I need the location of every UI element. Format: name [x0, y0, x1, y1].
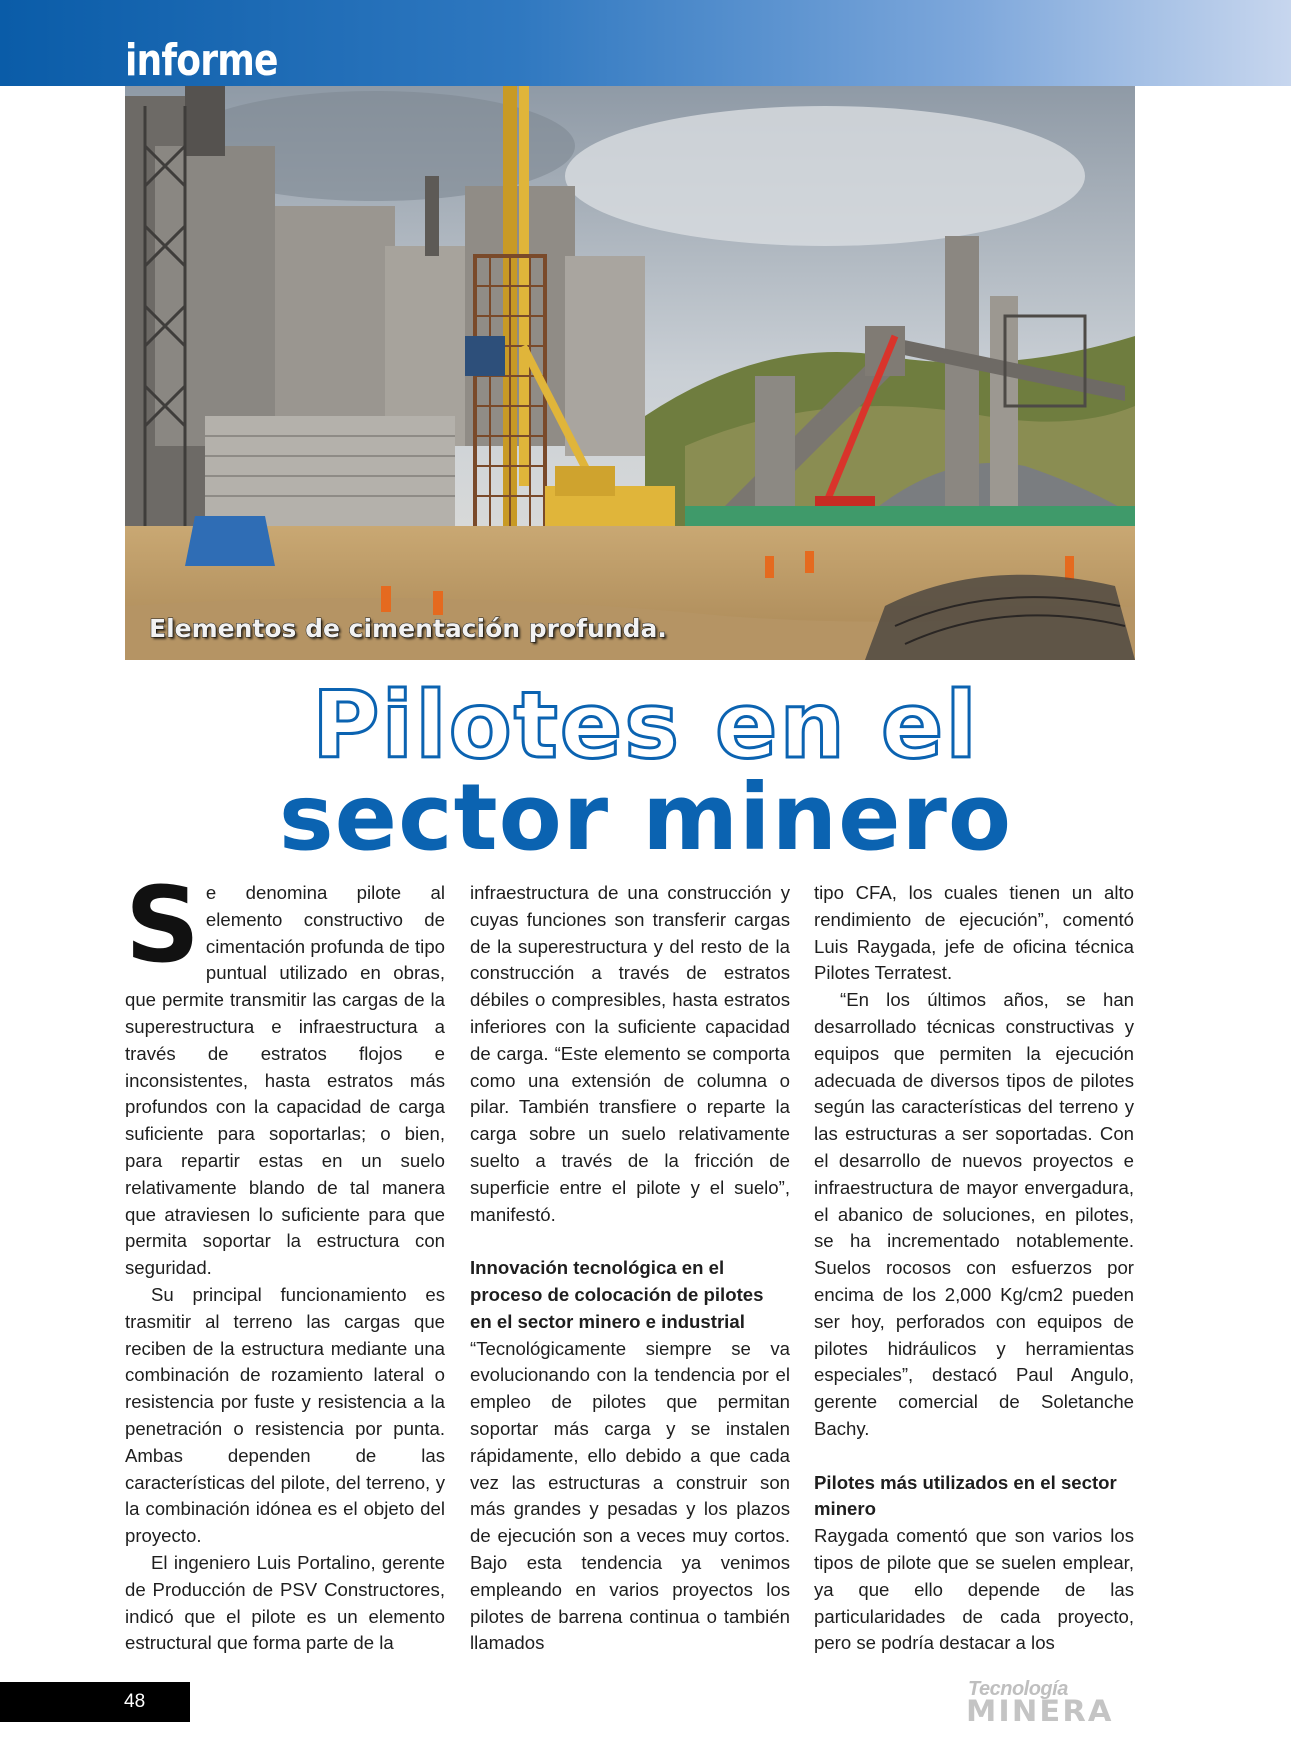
headline-line-1: Pilotes en el	[312, 672, 979, 779]
article-column-3	[814, 880, 1134, 1657]
paragraph: Raygada comentó que son varios los tipos de pilote que se suelen emplear, ya que ello depende de las particularidades de cada proyecto, pero se podría destacar a los	[814, 1525, 1134, 1654]
page-number: 48	[124, 1691, 146, 1712]
page-number-box	[0, 1682, 190, 1722]
first-paragraph	[125, 864, 445, 1282]
drop-cap: S	[125, 864, 200, 986]
magazine-logo-top: Tecnología	[968, 1678, 1068, 1700]
hero-caption: Elementos de cimentación profunda.	[149, 614, 667, 643]
article-column-1	[125, 864, 445, 1657]
paragraph: El ingeniero Luis Portalino, gerente de Producción de PSV Constructores, indicó que el pilote es un elemento estructural que forma parte de la	[125, 1551, 445, 1654]
paragraph: Su principal funcionamiento es trasmitir al terreno las cargas que reciben de la estructura mediante una combinación de rozamiento lateral o resistencia por fuste y resistencia a la penetración o resistencia por punta. Ambas dependen de las características del pilote, del terreno, y la combinación idónea es el objeto del proyecto.	[125, 1283, 445, 1547]
subheading-most-used-piles: Pilotes más utilizados en el sector minero	[814, 1471, 1117, 1520]
article-column-2	[470, 880, 790, 1657]
construction-site-illustration	[125, 86, 1135, 660]
hero-photo	[125, 86, 1135, 660]
magazine-logo-bottom: MINERA	[966, 1694, 1114, 1728]
paragraph: infraestructura de una construcción y cuyas funciones son transferir cargas de la superestructura y del resto de la construcción a través de estratos débiles o compresibles, hasta estratos inferiores con la suficiente capacidad de carga. “Este elemento se comporta como una extensión de columna o pilar. También transfiere o reparte la carga sobre un suelo relativamente suelto a través de la fricción de superficie entre el pilote y el suelo”, manifestó.	[470, 882, 790, 1225]
section-label: informe	[125, 35, 278, 86]
subheading-innovation: Innovación tecnológica en el proceso de colocación de pilotes en el sector minero e industrial	[470, 1257, 764, 1332]
paragraph-text: e denomina pilote al elemento constructivo de cimentación profunda de tipo puntual utilizado en obras, que permite transmitir las cargas de la superestructura e infraestructura a través de estratos flojos e inconsistentes, hasta estratos más profundos con la capacidad de carga suficiente para soportarlas; o bien, para repartir estas en un suelo relativamente blando de tal manera que atraviesen lo suficiente para que permita soportar la estructura con seguridad.	[125, 882, 445, 1279]
paragraph: “En los últimos años, se han desarrollado técnicas constructivas y equipos que permiten la ejecución adecuada de diversos tipos de pilotes según las características del terreno y las estructuras a ser soportadas. Con el desarrollo de nuevos proyectos e infraestructura de mayor envergadura, el abanico de soluciones, en pilotes, se ha incrementado notablemente. Suelos rocosos con esfuerzos por encima de los 2,000 Kg/cm2 pueden ser hoy, perforados con equipos de pilotes hidráulicos y herramientas especiales”, destacó Paul Angulo, gerente comercial de Soletanche Bachy.	[814, 989, 1134, 1439]
headline-line-2: sector minero	[278, 764, 1013, 871]
paragraph: tipo CFA, los cuales tienen un alto rendimiento de ejecución”, comentó Luis Raygada, jefe de oficina técnica Pilotes Terratest.	[814, 882, 1134, 984]
paragraph: “Tecnológicamente siempre se va evolucionando con la tendencia por el empleo de pilotes que permitan soportar más carga y se instalen rápidamente, ello debido a que cada vez las estructuras a construir son más grandes y pesadas y los plazos de ejecución son a veces muy cortos. Bajo esta tendencia ya venimos empleando en varios proyectos los pilotes de barrena continua o también llamados	[470, 1337, 790, 1654]
